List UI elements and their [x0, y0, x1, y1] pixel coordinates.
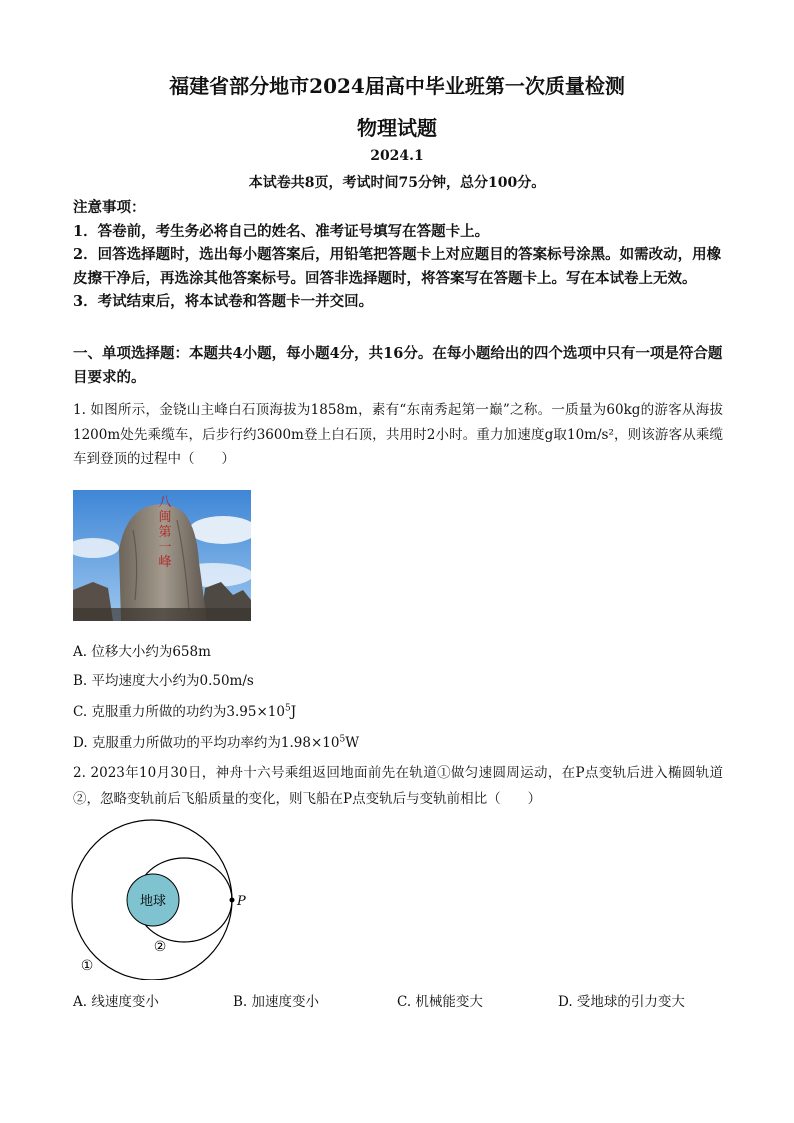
question-1-text: 1. 如图所示，金铙山主峰白石顶海拔为1858m，素有“东南秀起第一巅”之称。一质量为60kg的游客从海拔1200m处先乘缆车，后步行约3600m登上白石顶，共用时2小时。重力加速度g取10m/s²，则该游客从乘缆车到登顶的过程中（ ）: [73, 402, 723, 467]
q1-option-a: A. 位移大小约为658m: [73, 644, 211, 660]
q2-option-b: B. 加速度变小: [233, 994, 320, 1010]
note-item: 1．答卷前，考生务必将自己的姓名、准考证号填写在答题卡上。: [73, 222, 490, 240]
q2-option-a: A. 线速度变小: [73, 994, 159, 1010]
q2-option-c: C. 机械能变大: [397, 994, 483, 1010]
note-item: 3．考试结束后，将本试卷和答题卡一并交回。: [73, 293, 374, 310]
subject-title: 物理试题: [357, 116, 437, 140]
point-p: [230, 898, 235, 903]
q2-option-d: D. 受地球的引力变大: [558, 994, 685, 1010]
mountain-rock-photo: [73, 490, 251, 621]
orbit-1-label: ①: [80, 958, 94, 974]
q1-option-c: C. 克服重力所做的功约为$3.95\times 10^5J$: [73, 703, 297, 720]
exam-title: 福建省部分地市2024届高中毕业班第一次质量检测: [169, 74, 625, 98]
question-2-text: 2. 2023年10月30日，神舟十六号乘组返回地面前先在轨道①做匀速圆周运动，在P点变轨后进入椭圆轨道②，忽略变轨前后飞船质量的变化，则飞船在P点变轨后与变轨前相比（ ）: [73, 765, 723, 807]
exam-date: 2024.1: [370, 148, 424, 164]
rock-inscription: 八闽第一峰: [155, 494, 171, 570]
point-p-label: P: [237, 894, 246, 909]
notes-heading: 注意事项：: [73, 199, 146, 216]
earth-label: 地球: [139, 894, 167, 909]
orbit-2-label: ②: [153, 939, 167, 955]
exam-info: 本试卷共8页，考试时间75分钟，总分100分。: [248, 175, 546, 191]
notes-section: [73, 196, 723, 314]
orbit-diagram: [62, 818, 252, 980]
q1-option-d: D. 克服重力所做功的平均功率约为$1.98\times 10^5W$: [73, 734, 360, 751]
q1-option-b: B. 平均速度大小约为0.50m/s: [73, 673, 254, 689]
note-item: 2．回答选择题时，选出每小题答案后，用铅笔把答题卡上对应题目的答案标号涂黑。如需改动，用橡皮擦干净后，再选涂其他答案标号。回答非选择题时，将答案写在答题卡上。写在本试卷上无效。: [73, 246, 722, 287]
section-title: 一、单项选择题：本题共4小题，每小题4分，共16分。在每小题给出的四个选项中只有一项是符合题目要求的。: [73, 345, 723, 386]
